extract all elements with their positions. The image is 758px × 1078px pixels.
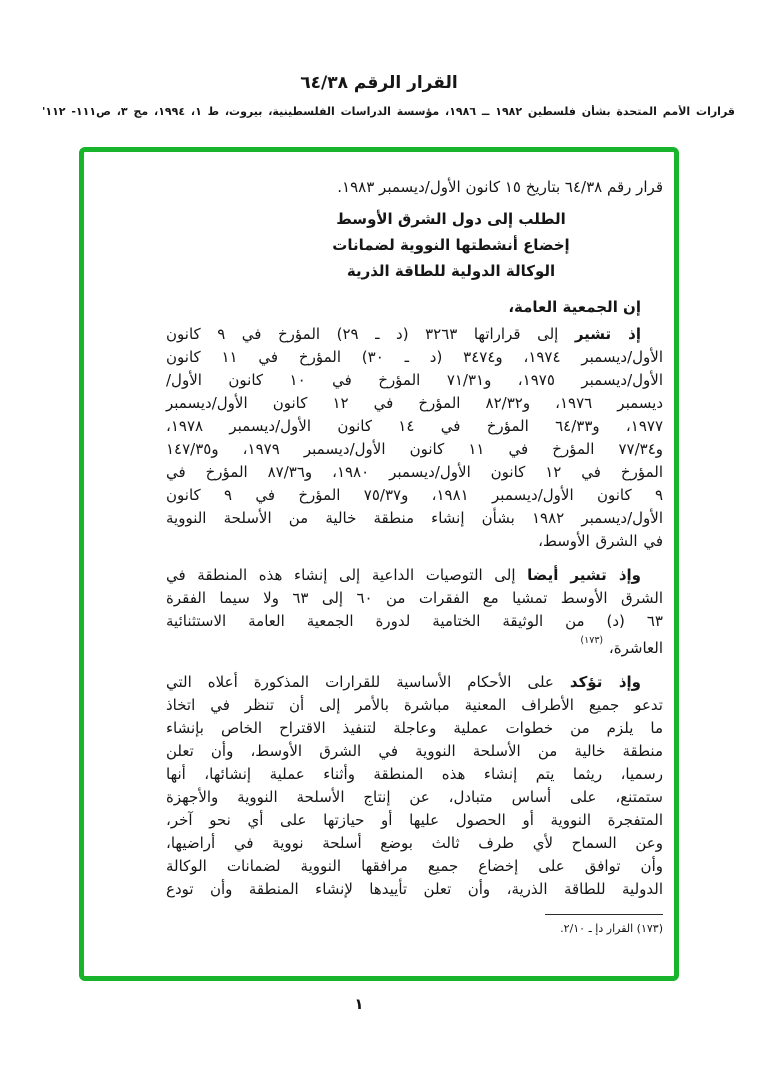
text-line: الشرق الأوسط تمشيا مع الفقرات من ٦٠ إلى ٦٣ ولا سيما الفقرة	[166, 589, 663, 607]
footnote-block	[545, 914, 663, 936]
text-line: ١٩٧٧، و٦٤/٣٣ المؤرخ في ١٤ كانون الأول/ديسمبر ١٩٧٨،	[166, 417, 664, 435]
text-line: العاشرة، $^{(١٧٣)}$	[580, 635, 663, 657]
document-frame	[79, 147, 679, 981]
text-line: وإذ تشير أيضا إلى التوصيات الداعية إلى إنشاء هذه المنطقة في	[166, 566, 641, 584]
text-line: منطقة خالية من الأسلحة النووية في الشرق الأوسط، وأن تعلن	[166, 742, 663, 760]
text-line: وأن توافق على إخضاع جميع مرافقها النووية لضمانات الوكالة	[166, 857, 663, 875]
paragraph	[166, 671, 663, 901]
text-line: إذ تشير إلى قراراتها ٣٢٦٣ (د ـ ٢٩) المؤرخ في ٩ كانون	[166, 325, 642, 343]
text-line: و٧٧/٣٤ المؤرخ في ١١ كانون الأول/ديسمبر ١٩٧٩، و١٤٧/٣٥	[166, 440, 664, 458]
text-line: ستمتنع، على أساس متبادل، عن إنتاج الأسلحة النووية والأجهزة	[166, 788, 663, 806]
citation-line: قرارات الأمم المتحدة بشأن فلسطين ١٩٨٢ ــ ١٩٨٦، مؤسسة الدراسات الفلسطينية، بيروت، ط ١، ١٩٩٤، مج ٣، ص١١١- ١١٢'	[41, 105, 735, 118]
paragraphs	[166, 323, 663, 901]
page-number: ١	[354, 995, 364, 1013]
text-line: في الشرق الأوسط،	[538, 532, 663, 550]
text-line: تدعو جميع الأطراف المعنية مباشرة بالأمر إلى أن تنظر في اتخاذ	[166, 696, 663, 714]
text-line: ما يلزم من خطوات عملية وعاجلة لتنفيذ الاقتراح الخاص بإنشاء	[166, 719, 663, 737]
footnote-text: (١٧٣) القرار دإ ـ ٢/١٠.	[560, 922, 663, 935]
paragraph	[166, 323, 663, 553]
salutation-line: إن الجمعية العامة،	[508, 298, 641, 316]
heading-line: إخضاع أنشطتها النووية لضمانات	[332, 236, 570, 254]
text-line: ٦٣ (د) من الوثيقة الختامية لدورة الجمعية العامة الاستثنائية	[166, 612, 663, 630]
text-line: وعن السماح لأي طرف ثالث بوضع أسلحة نووية في أراضيها،	[166, 834, 663, 852]
resolution-intro-line: قرار رقم ٦٤/٣٨ بتاريخ ١٥ كانون الأول/ديسمبر ١٩٨٣.	[337, 178, 663, 196]
footnote-rule	[545, 914, 663, 915]
text-line: المتفجرة النووية أو الحصول عليها أو حيازتها على أي نحو آخر،	[166, 811, 663, 829]
paragraph	[166, 564, 663, 660]
text-column	[166, 176, 663, 912]
text-line: المؤرخ في ١٢ كانون الأول/ديسمبر ١٩٨٠، و٨٧/٣٦ المؤرخ في	[166, 463, 663, 481]
resolution-heading	[239, 206, 663, 284]
text-line: الأول/ديسمبر ١٩٧٤، و٣٤٧٤ (د ـ ٣٠) المؤرخ في ١١ كانون	[166, 348, 663, 366]
heading-line: الطلب إلى دول الشرق الأوسط	[336, 210, 566, 228]
text-line: ٩ كانون الأول/ديسمبر ١٩٨١، و٧٥/٣٧ المؤرخ في ٩ كانون	[166, 486, 664, 504]
footnote-reference: (١٧٣)	[580, 635, 604, 646]
text-line: الدولية للطاقة الذرية، وأن تعلن تأييدها لإنشاء المنطقة وأن تودع	[166, 880, 663, 898]
text-line: ديسمبر ١٩٧٦، و٨٢/٣٢ المؤرخ في ١٢ كانون الأول/ديسمبر	[166, 394, 664, 412]
page-title: القرار الرقم ٦٤/٣٨	[300, 73, 458, 93]
text-line: رسميا، ريثما يتم إنشاء هذه المنطقة وأثناء عملية إنشائها، أنها	[166, 765, 663, 783]
text-line: الأول/ديسمبر ١٩٧٥، و٧١/٣١ المؤرخ في ١٠ كانون الأول/	[166, 371, 663, 389]
text-line: وإذ تؤكد على الأحكام الأساسية للقرارات المذكورة أعلاه التي	[166, 673, 642, 691]
heading-line: الوكالة الدولية للطاقة الذرية	[346, 262, 556, 280]
text-line: الأول/ديسمبر ١٩٨٢ بشأن إنشاء منطقة خالية من الأسلحة النووية	[166, 509, 663, 527]
